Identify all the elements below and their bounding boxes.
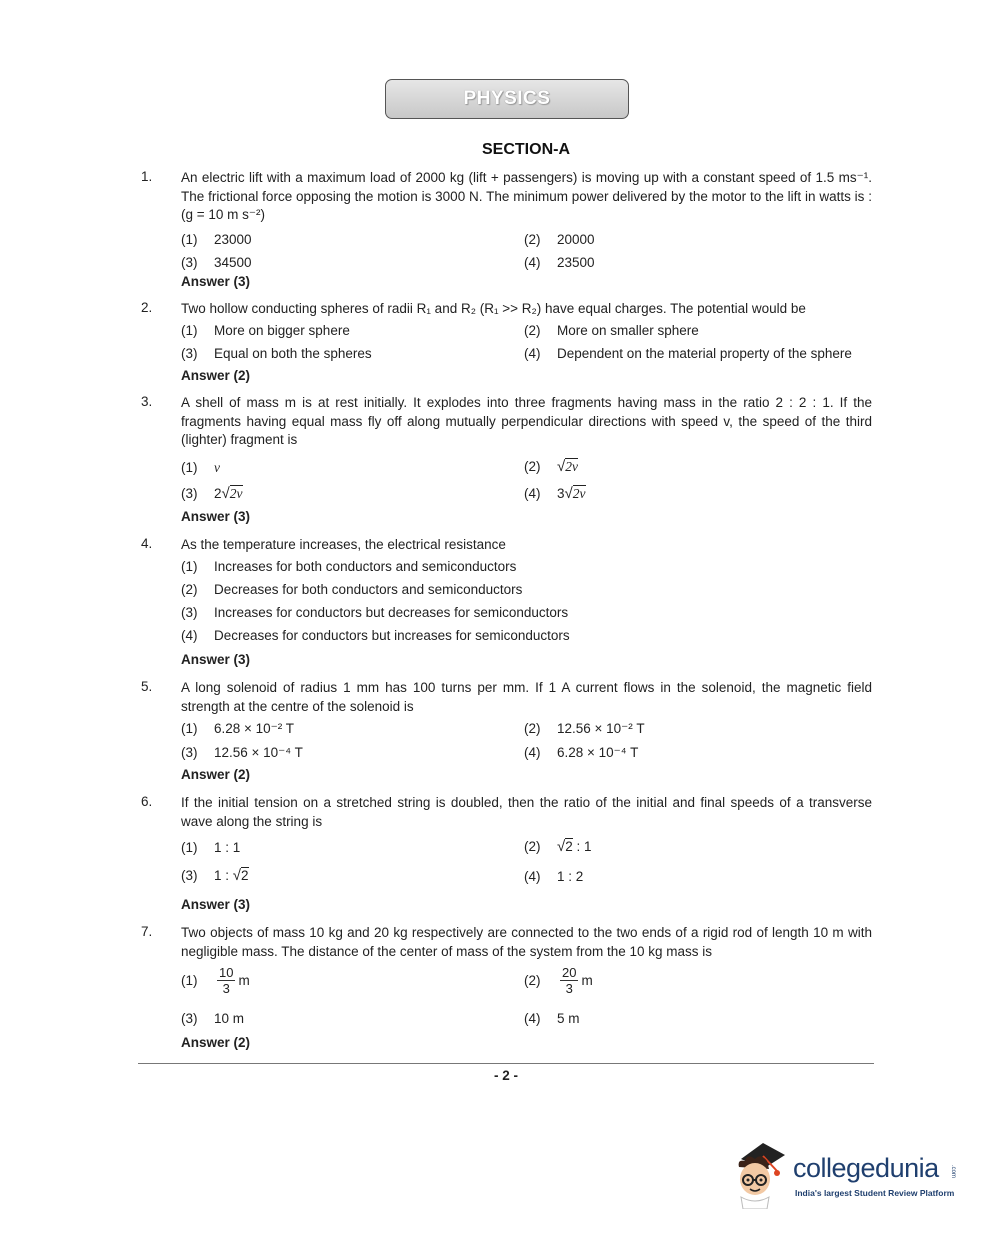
- answer: Answer (3): [181, 274, 251, 289]
- question-number: 1.: [141, 169, 153, 184]
- option-4: (4) 1 : 2: [524, 869, 584, 884]
- option-3: (3) 1 : √2: [181, 867, 249, 884]
- logo-suffix: .com: [950, 1165, 956, 1179]
- option-4: (4) Dependent on the material property of the sphere: [524, 345, 852, 361]
- answer: Answer (2): [181, 767, 251, 782]
- option-1: (1) $\frac{10}{3}$ m: [181, 965, 250, 996]
- option-3: (3) 12.56 × 10⁻⁴ T: [181, 745, 303, 760]
- option-1: (1) More on bigger sphere: [181, 322, 350, 338]
- option-2: (2) $\frac{20}{3}$ m: [524, 965, 593, 996]
- logo-tagline: India's largest Student Review Platform: [795, 1188, 955, 1198]
- answer: Answer (3): [181, 652, 251, 667]
- question-text: As the temperature increases, the electrical resistance: [181, 537, 506, 552]
- option-4: (4) 6.28 × 10⁻⁴ T: [524, 745, 639, 760]
- question-number: 2.: [141, 300, 153, 315]
- answer: Answer (3): [181, 509, 251, 524]
- question-number: 6.: [141, 794, 153, 809]
- question-number: 7.: [141, 924, 153, 939]
- question-number: 3.: [141, 394, 153, 409]
- subject-header: [385, 79, 629, 119]
- option-4: (4) Decreases for conductors but increases for semiconductors: [181, 627, 570, 643]
- mascot-icon: [733, 1139, 793, 1209]
- question-text: An electric lift with a maximum load of 2000 kg (lift + passengers) is moving up with a constant speed of 1.5 ms⁻¹. The frictional force opposing the motion is 3000 N. The minimum power delivered by the motor to the lift in watts is : (g = 10 m s⁻²): [181, 170, 872, 222]
- option-3: (3) 2√2v: [181, 484, 243, 502]
- option-2: (2) Decreases for both conductors and semiconductors: [181, 581, 523, 597]
- answer: Answer (3): [181, 897, 251, 912]
- subject-title: PHYSICS: [463, 88, 551, 109]
- option-2: (2) 12.56 × 10⁻² T: [524, 721, 645, 736]
- option-3: (3) 10 m: [181, 1011, 245, 1026]
- question-3: [141, 394, 872, 524]
- question-text: If the initial tension on a stretched string is doubled, then the ratio of the initial and final speeds of a transverse wave along the string is: [181, 795, 872, 829]
- option-4: (4) 23500: [524, 254, 595, 270]
- option-1: (1) 6.28 × 10⁻² T: [181, 721, 295, 736]
- option-1: (1) 1 : 1: [181, 840, 241, 855]
- question-text: A long solenoid of radius 1 mm has 100 turns per mm. If 1 A current flows in the solenoid, the magnetic field strength at the centre of the solenoid is: [181, 680, 872, 714]
- answer: Answer (2): [181, 368, 251, 383]
- question-5: [141, 679, 872, 782]
- question-number: 4.: [141, 536, 153, 551]
- option-3: (3) 34500: [181, 254, 252, 270]
- question-text: Two hollow conducting spheres of radii R₁ and R₂ (R₁ >> R₂) have equal charges. The potential would be: [181, 301, 806, 316]
- option-3: (3) Equal on both the spheres: [181, 345, 372, 361]
- question-1: [141, 169, 872, 289]
- option-1: (1) v: [181, 459, 220, 475]
- question-7: [141, 924, 872, 1050]
- option-2: (2) √2 : 1: [524, 838, 592, 855]
- option-4: (4) 5 m: [524, 1011, 580, 1026]
- footer-divider: [138, 1063, 874, 1064]
- question-text: A shell of mass m is at rest initially. It explodes into three fragments having mass in the ratio 2 : 2 : 1. If the fragments having equal mass fly off along mutually perpendicular directions with speed v, the speed of the third (lighter) fragment is: [181, 395, 872, 447]
- question-2: [141, 300, 872, 383]
- question-4: [141, 536, 872, 667]
- logo-name: collegedunia: [793, 1153, 939, 1183]
- option-2: (2) More on smaller sphere: [524, 322, 699, 338]
- question-6: [141, 794, 872, 912]
- option-1: (1) 23000: [181, 231, 252, 247]
- option-1: (1) Increases for both conductors and semiconductors: [181, 558, 517, 574]
- page-number: - 2 -: [493, 1068, 518, 1083]
- option-2: (2) √2v: [524, 457, 578, 475]
- question-text: Two objects of mass 10 kg and 20 kg respectively are connected to the two ends of a rigid rod of length 10 m with negligible mass. The distance of the center of mass of the system from the 10 kg mass is: [181, 925, 872, 959]
- option-2: (2) 20000: [524, 231, 595, 247]
- option-3: (3) Increases for conductors but decreases for semiconductors: [181, 604, 569, 620]
- option-4: (4) 3√2v: [524, 484, 586, 502]
- question-number: 5.: [141, 679, 153, 694]
- section-title: SECTION-A: [482, 141, 570, 158]
- answer: Answer (2): [181, 1035, 251, 1050]
- collegedunia-logo: [733, 1139, 963, 1209]
